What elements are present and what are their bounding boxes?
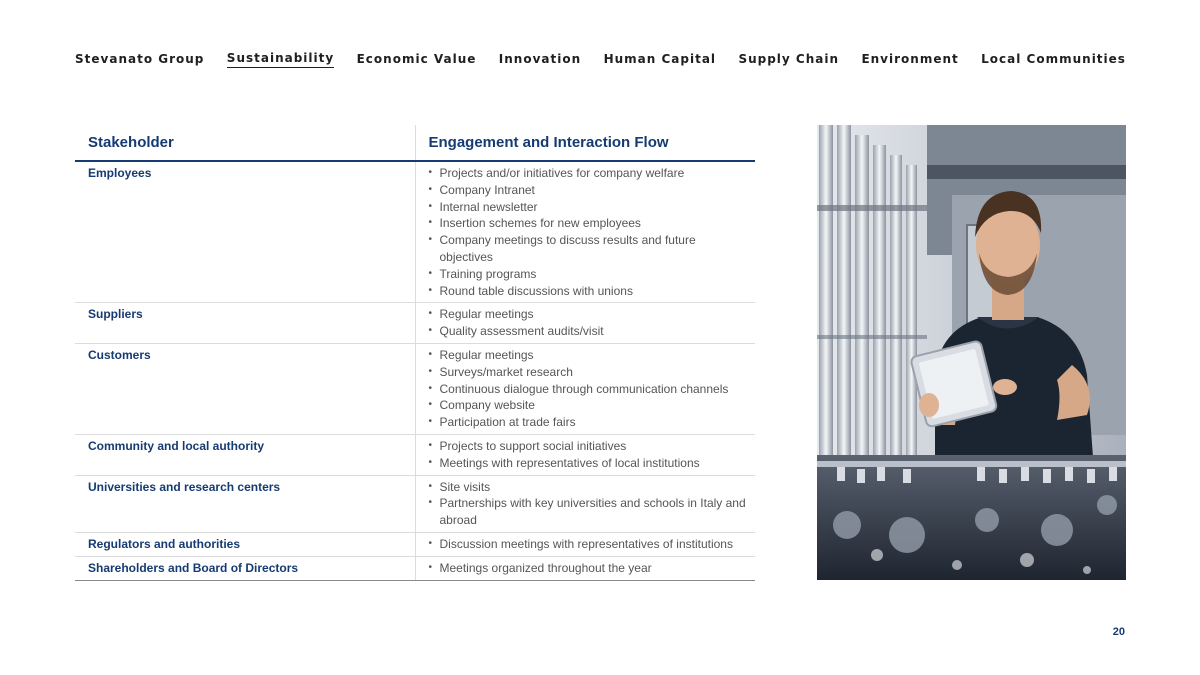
engagement-cell [415,532,755,556]
top-navigation [75,51,1126,68]
stakeholder-cell: Community and local authority [75,434,415,475]
table-row [75,532,755,556]
list-item: • Training programs [429,266,750,283]
nav-item-environment[interactable]: Environment [861,51,959,66]
nav-item-sustainability[interactable]: Sustainability [227,51,334,68]
stakeholder-cell: Customers [75,343,415,434]
table-row [75,161,755,303]
list-item: • Company Intranet [429,182,750,199]
list-item: • Internal newsletter [429,199,750,216]
engagement-list [429,479,750,529]
page-number: 20 [1112,626,1125,638]
list-item: • Projects and/or initiatives for company welfare [429,165,750,182]
engagement-cell [415,475,755,532]
list-item: • Company website [429,397,750,414]
list-item: • Insertion schemes for new employees [429,215,750,232]
stakeholder-cell: Shareholders and Board of Directors [75,556,415,580]
stakeholder-engagement-table [75,125,755,581]
header-engagement-flow: Engagement and Interaction Flow [415,125,755,161]
engagement-cell [415,556,755,580]
list-item: • Continuous dialogue through communication channels [429,381,750,398]
stakeholder-cell: Regulators and authorities [75,532,415,556]
nav-item-innovation[interactable]: Innovation [498,51,582,66]
list-item: • Projects to support social initiatives [429,438,750,455]
list-item: • Quality assessment audits/visit [429,323,750,340]
engagement-cell [415,303,755,344]
technician-with-tablet-photo [817,125,1126,580]
stakeholder-table-container [75,125,755,581]
table-row [75,475,755,532]
list-item: • Partnerships with key universities and schools in Italy and abroad [429,495,750,529]
engagement-cell [415,343,755,434]
list-item: • Regular meetings [429,306,750,323]
list-item: • Surveys/market research [429,364,750,381]
nav-item-supply-chain[interactable]: Supply Chain [738,51,840,66]
list-item: • Participation at trade fairs [429,414,750,431]
stakeholder-cell: Universities and research centers [75,475,415,532]
stakeholder-cell: Employees [75,161,415,303]
engagement-list [429,165,750,299]
nav-item-local-communities[interactable]: Local Communities [981,51,1126,66]
header-stakeholder: Stakeholder [75,125,415,161]
engagement-list [429,347,750,431]
list-item: • Company meetings to discuss results and future objectives [429,232,750,266]
table-body [75,161,755,580]
engagement-cell [415,161,755,303]
engagement-list [429,306,750,340]
table-row [75,556,755,580]
stakeholder-cell: Suppliers [75,303,415,344]
engagement-list [429,560,750,577]
list-item: • Regular meetings [429,347,750,364]
table-row [75,343,755,434]
table-row [75,434,755,475]
list-item: • Meetings with representatives of local institutions [429,455,750,472]
table-header-row [75,125,755,161]
engagement-list [429,438,750,472]
nav-item-human-capital[interactable]: Human Capital [603,51,717,66]
engagement-list [429,536,750,553]
engagement-cell [415,434,755,475]
list-item: • Meetings organized throughout the year [429,560,750,577]
list-item: • Site visits [429,479,750,496]
nav-item-economic-value[interactable]: Economic Value [356,51,477,66]
list-item: • Discussion meetings with representatives of institutions [429,536,750,553]
table-row [75,303,755,344]
nav-item-stevanato-group[interactable]: Stevanato Group [75,51,205,66]
list-item: • Round table discussions with unions [429,283,750,300]
